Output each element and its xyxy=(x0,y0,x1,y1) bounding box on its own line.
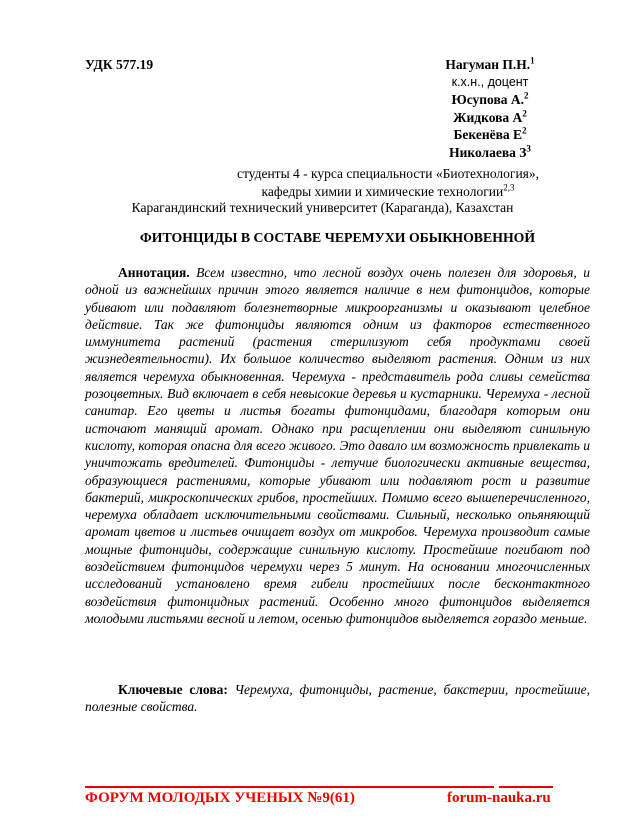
paper-title: ФИТОНЦИДЫ В СОСТАВЕ ЧЕРЕМУХИ ОБЫКНОВЕННОЙ xyxy=(139,230,536,245)
student-author-text: Николаева З xyxy=(449,144,527,160)
journal-site: forum-nauka.ru xyxy=(447,790,551,806)
student-author-name xyxy=(390,109,590,127)
author-block xyxy=(390,56,590,161)
udc-code: УДК 577.19 xyxy=(85,57,154,72)
student-author-text: Юсупова А. xyxy=(451,92,524,107)
lead-author-superscript: 1 xyxy=(530,55,535,66)
lead-author-degree: к.х.н., доцент xyxy=(451,74,529,89)
journal-name: ФОРУМ МОЛОДЫХ УЧЕНЫХ №9(61) xyxy=(85,790,355,806)
abstract-label: Аннотация. xyxy=(118,265,190,280)
student-author-text: Жидкова А xyxy=(453,109,523,125)
student-author-text: Бекенёва Е xyxy=(453,127,523,142)
student-author-superscript: 2 xyxy=(524,90,529,101)
keywords-paragraph xyxy=(85,681,590,716)
student-author-name xyxy=(390,91,590,109)
keywords-text: Черемуха, фитонциды, растение, бакстерии, простейшие, полезные свойства. xyxy=(85,682,591,715)
affiliation-line-2 xyxy=(186,183,590,201)
affiliation-block xyxy=(186,165,590,200)
lead-author-text: Нагуман П.Н. xyxy=(445,57,531,72)
student-author-superscript: 2 xyxy=(522,125,527,136)
footer-rule-left-segment xyxy=(85,786,494,788)
student-author-superscript: 3 xyxy=(526,143,531,153)
footer-rule-right-segment xyxy=(499,786,553,788)
university-line: Карагандинский технический университет (Караганда), Казахстан xyxy=(131,200,514,215)
affiliation-line-2-text: кафедры химии и химические технологии xyxy=(261,183,504,199)
student-author-name xyxy=(390,126,590,144)
lead-author-name xyxy=(390,56,590,74)
student-author-superscript: 2 xyxy=(522,108,527,118)
affiliation-superscript: 2,3 xyxy=(503,182,515,192)
keywords-label: Ключевые слова: xyxy=(118,682,228,697)
abstract-text: Всем известно, что лесной воздух очень полезен для здоровья, и одной из важнейших причин этого является наличие в нем фитонцидов, которые убивают или подавляют болезнетворные микроорганизмы и оказывают целебное действие. Так же фитонциды являются одним из факторов естественного иммунитета растений (растения стерилизуют себя продуктами своей жизнедеятельности). Их большое количество выделяют растения. Одним из них является черемуха обыкновенная. Черемуха - представитель рода сливы семейства розоцветных. Вид включает в себя невысокие деревья и кустарники. Черемуха - лесной санитар. Его цветы и листья богаты фитонцидами, благодаря которым они источают манящий аромат. Однако при расщеплении они выделяют синильную кислоту, которая опасна для всего живого. Это давало им возможность привлекать и уничтожать вредителей. Фитонциды - летучие биологически активные вещества, образующиеся растениями, которые убивают или подавляют рост и развитие бактерий, микроскопических грибов, простейших. Помимо всего вышеперечисленного, черемуха обладает исключительными свойствами. Сильный, несколько опьяняющий аромат цветов и листьев очищает воздух от микробов. Черемуха производит самые мощные фитонциды, содержащие синильную кислоту. Простейшие погибают под воздействием фитонцидов черемухи через 5 минут. На основании многочисленных исследований установлено время гибели простейших после бесконтактного воздействия фитонцидных растений. Особенно много фитонцидов выделяется молодыми листьями весной и летом, осенью фитонцидов выделяется гораздо меньше. xyxy=(85,265,590,626)
student-author-name xyxy=(390,144,590,162)
affiliation-line-1: студенты 4 - курса специальности «Биотехнология», xyxy=(236,166,540,181)
abstract-paragraph xyxy=(85,264,590,627)
